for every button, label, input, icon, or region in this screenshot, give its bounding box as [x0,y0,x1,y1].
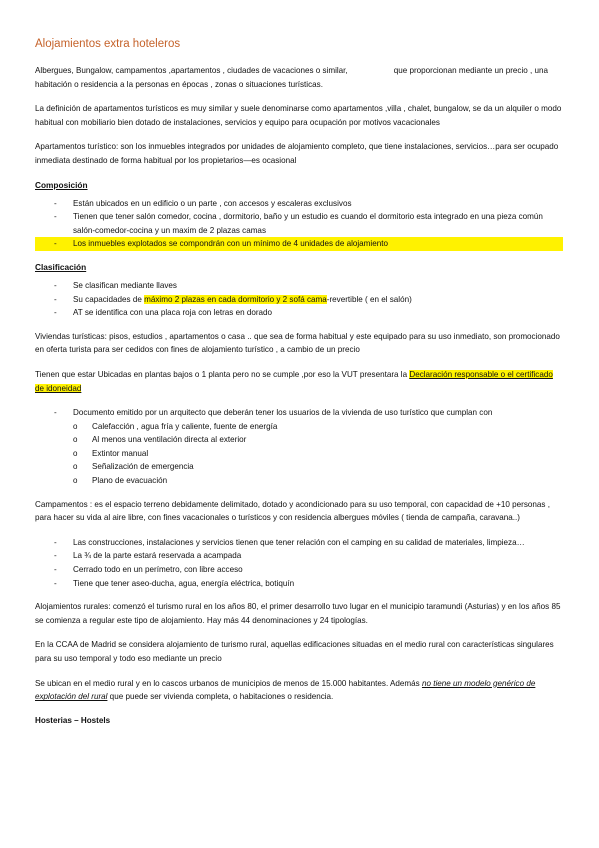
list-item: - Tienen que tener salón comedor, cocina , dormitorio, baño y un estudio es cuando el dormitorio esta integrado en una pieza común salón-comedor-cocina y un maxim de 2 plazas camas [35,210,563,237]
paragraph-apartamentos: Apartamentos turístico: son los inmuebles integrados por unidades de alojamiento completo, que tiene instalaciones, servicios…para ser ocupado inmediata destinado de forma habitual por los propietarios—es ocasional [35,142,559,165]
list-item: - Se clasifican mediante llaves [35,279,563,293]
list-composicion [35,197,563,251]
sublist-item: o Al menos una ventilación directa al exterior [35,433,563,447]
list-item: - Su capacidades de máximo 2 plazas en cada dormitorio y 2 sofá cama-revertible ( en el salón) [35,293,563,307]
sublist-item: o Señalización de emergencia [35,460,563,474]
paragraph-viviendas: Viviendas turísticas: pisos, estudios , apartamentos o casa .. que sea de forma habitual y este equipado para su uso inmediato, son promocionado en oferta turista para ser cedidos con fines de alojamiento turístico , a cambio de un precio [35,331,560,355]
sublist-item: o Extintor manual [35,447,563,461]
paragraph-definition: La definición de apartamentos turísticos es muy similar y suele denominarse como apartamentos ,villa , chalet, bungalow, se da un alquiler o modo habitual con mobiliario bien dotado de instalaciones, servicios y equipo para ocupación por motivos vacacionales [35,104,562,127]
sublist-item: o Plano de evacuación [35,474,563,488]
list-item: - La ¾ de la parte estará reservada a acampada [35,549,563,563]
heading-clasificacion: Clasificación [35,261,87,272]
list-campamentos [35,536,563,590]
heading-composicion: Composición [35,179,88,190]
paragraph-ubicadas: Tienen que estar Ubicadas en plantas bajos o 1 planta pero no se cumple ,por eso la VUT presentara la Declaración responsable o el certificado de idoneidad [35,369,553,393]
list-item: - Tiene que tener aseo-ducha, agua, energía eléctrica, botiquín [35,577,563,591]
sublist-item: o Calefacción , agua fría y caliente, fuente de energía [35,420,563,434]
list-item: - AT se identifica con una placa roja con letras en dorado [35,306,563,320]
list-clasificacion [35,279,563,320]
highlight-declaracion: Declaración responsable o el certificado de idoneidad [35,369,553,393]
paragraph-rurales: Alojamientos rurales: comenzó el turismo rural en los años 80, el primer desarrollo tuvo lugar en el municipio taramundi (Asturias) y en los años 85 se comienza a regular este tipo de alojamiento. Hay más 44 denominaciones y 24 tipologías. [35,602,561,625]
sublist-requisitos [35,420,563,488]
paragraph-campamentos: Campamentos : es el espacio terreno debidamente delimitado, dotado y acondicionado para su uso temporal, con capacidad de +10 personas , para hacer su vida al aire libre, con fines vacacionales o turísticos y con residencia albergues móviles ( tienda de campaña, caravana..) [35,499,550,523]
highlight: máximo 2 plazas en cada dormitorio y 2 sofá cama [144,294,327,304]
list-item: - Cerrado todo en un perímetro, con libre acceso [35,563,563,577]
list-documento [35,406,563,488]
document-title: Alojamientos extra hoteleros [35,38,181,50]
list-item: - Documento emitido por un arquitecto que deberán tener los usuarios de la vivienda de uso turístico que cumplan con o Calefacción , agua fría y caliente, fuente de energía o Al menos una ventilación directa al exterior o Extintor manual o Señalización de emergencia o Plano de evacuación [35,406,563,488]
list-item: - Están ubicados en un edificio o un parte , con accesos y escaleras exclusivos [35,197,563,211]
italic-note: no tiene un modelo genérico de explotación del rural [35,678,536,702]
heading-hosterias: Hosterias – Hostels [35,715,111,725]
paragraph-ubicacion-rural: Se ubican en el medio rural y en lo cascos urbanos de municipios de menos de 15.000 habitantes. Además no tiene un modelo genérico de explotación del rural que puede ser vivienda completa, o habitaciones o residencia. [35,678,536,702]
document-page [35,38,563,727]
paragraph-intro: Albergues, Bungalow, campamentos ,apartamentos , ciudades de vacaciones o similar, que proporcionan mediante un precio , una habitación o residencia a la personas en épocas , zonas o situaciones turísticas. [35,66,549,89]
list-item: - Las construcciones, instalaciones y servicios tienen que tener relación con el camping en su calidad de materiales, limpieza… [35,536,563,550]
list-item-highlighted: - Los inmuebles explotados se compondrán con un mínimo de 4 unidades de alojamiento [35,237,563,251]
paragraph-madrid: En la CCAA de Madrid se considera alojamiento de turismo rural, aquellas edificaciones situadas en el medio rural con características singulares para su uso temporal y todo eso mediante un precio [35,640,554,663]
